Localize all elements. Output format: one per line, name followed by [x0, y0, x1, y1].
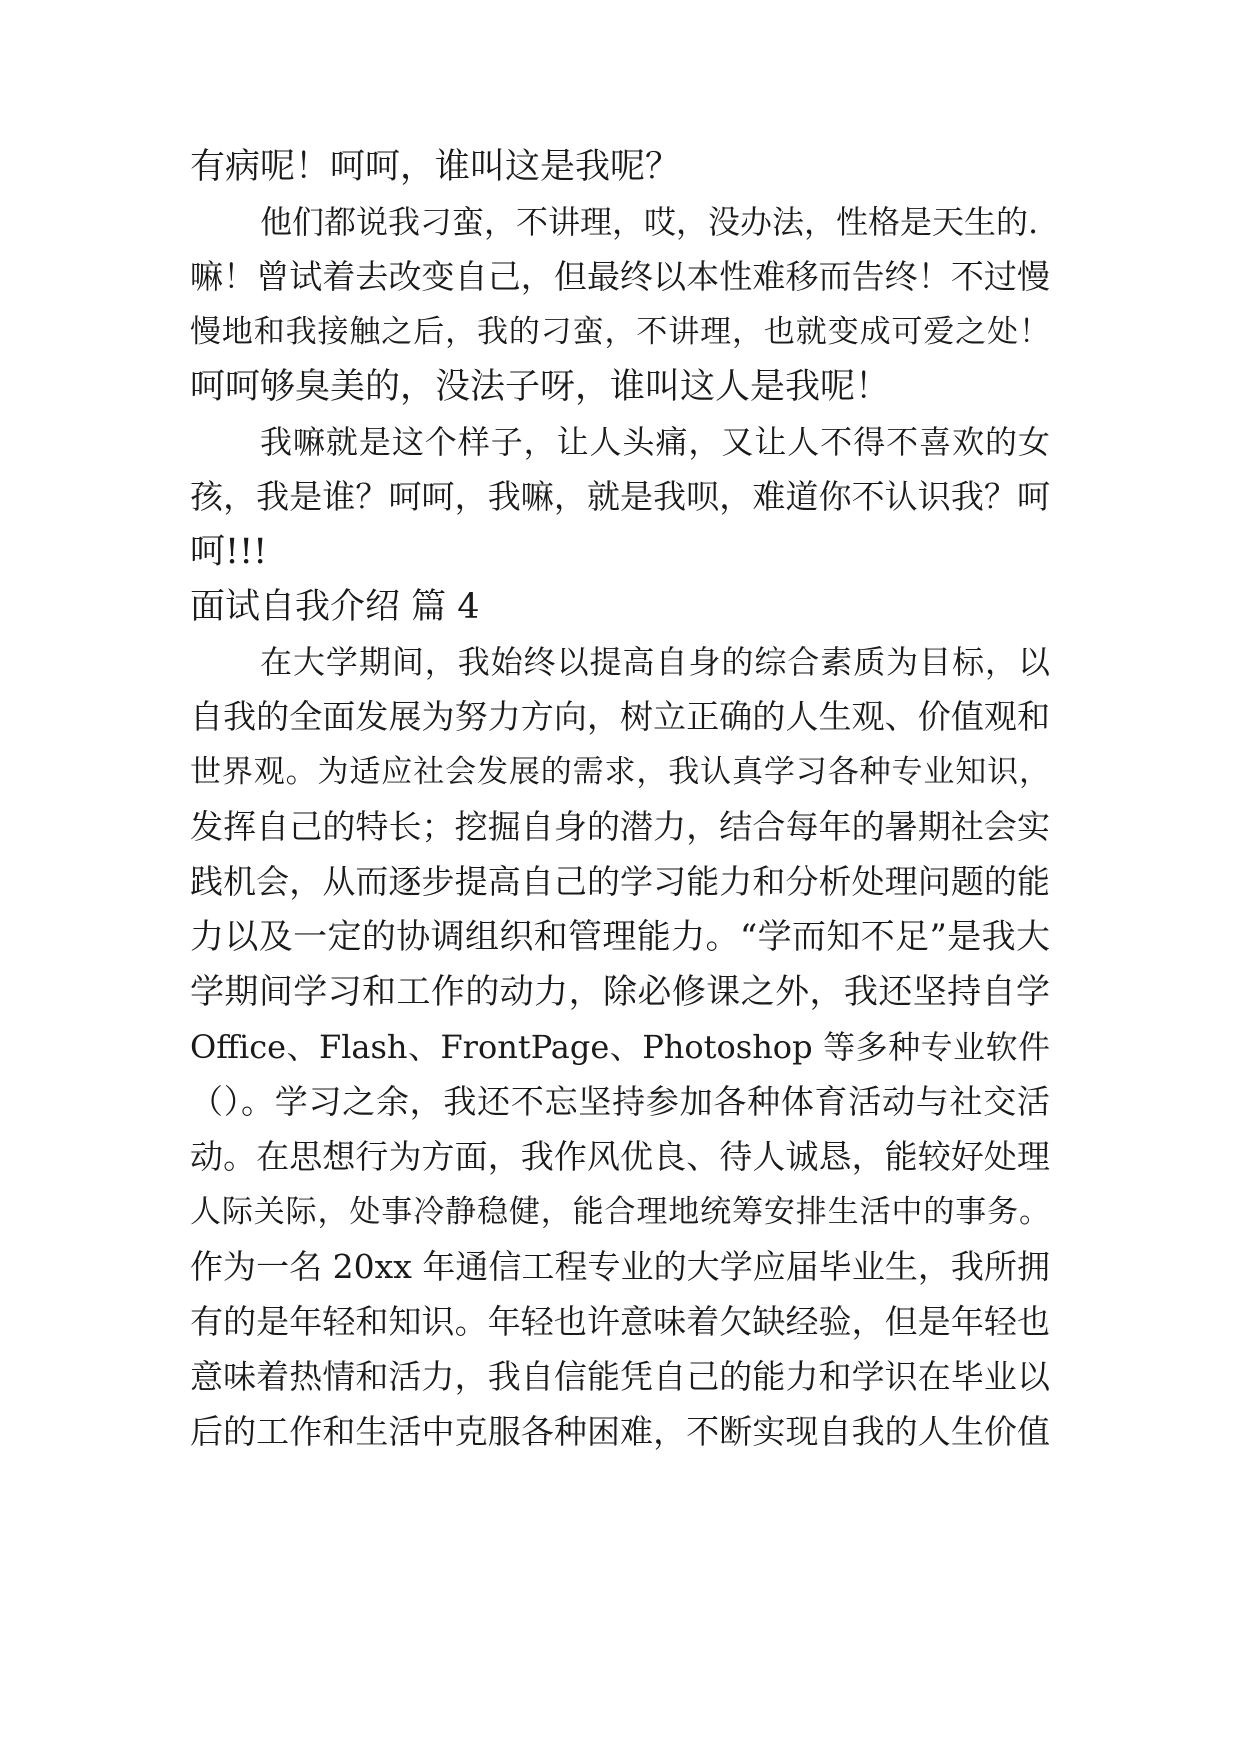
paragraph-first-line: 他们都说我刁蛮，不讲理，哎，没办法，性格是天生的.	[260, 203, 1039, 241]
text-line: 作为一名 20xx 年通信工程专业的大学应届毕业生，我所拥	[190, 1247, 1050, 1286]
text-line: 嘛！曾试着去改变自己，但最终以本性难移而告终！不过慢	[190, 257, 1050, 296]
text-line: 有病呢！呵呵，谁叫这是我呢？	[190, 147, 681, 187]
text-line: 践机会，从而逐步提高自己的学习能力和分析处理问题的能	[190, 862, 1050, 901]
text-line: 慢地和我接触之后，我的刁蛮，不讲理，也就变成可爱之处！	[190, 314, 1050, 350]
paragraph-first-line: 在大学期间，我始终以提高自身的综合素质为目标，以	[260, 643, 1050, 681]
text-line: 孩，我是谁？呵呵，我嘛，就是我呗，难道你不认识我？呵	[190, 477, 1050, 516]
text-line: 动。在思想行为方面，我作风优良、待人诚恳，能较好处理	[190, 1137, 1050, 1176]
text-line: Office、Flash、FrontPage、Photoshop 等多种专业软件	[190, 1028, 1050, 1066]
text-line: 意味着热情和活力，我自信能凭自己的能力和学识在毕业以	[190, 1357, 1050, 1396]
paragraph-first-line: 我嘛就是这个样子，让人头痛，又让人不得不喜欢的女	[260, 423, 1050, 461]
text-line: 世界观。为适应社会发展的需求，我认真学习各种专业知识，	[190, 754, 1050, 790]
text-line: 自我的全面发展为努力方向，树立正确的人生观、价值观和	[190, 697, 1050, 736]
text-line: 学期间学习和工作的动力，除必修课之外，我还坚持自学	[190, 972, 1050, 1012]
text-line: （）。学习之余，我还不忘坚持参加各种体育活动与社交活	[190, 1082, 1050, 1121]
text-line: 后的工作和生活中克服各种困难，不断实现自我的人生价值	[190, 1412, 1050, 1451]
text-line: 力以及一定的协调组织和管理能力。“学而知不足”是我大	[190, 917, 1050, 957]
text-line: 呵!!!	[190, 532, 268, 572]
text-line: 发挥自己的特长；挖掘自身的潜力，结合每年的暑期社会实	[190, 807, 1050, 846]
text-line: 有的是年轻和知识。年轻也许意味着欠缺经验，但是年轻也	[190, 1302, 1050, 1341]
text-line: 人际关际，处事冷静稳健，能合理地统筹安排生活中的事务。	[190, 1194, 1050, 1230]
section-heading: 面试自我介绍 篇 4	[190, 587, 480, 627]
text-line: 呵呵够臭美的，没法子呀，谁叫这人是我呢！	[190, 367, 891, 407]
